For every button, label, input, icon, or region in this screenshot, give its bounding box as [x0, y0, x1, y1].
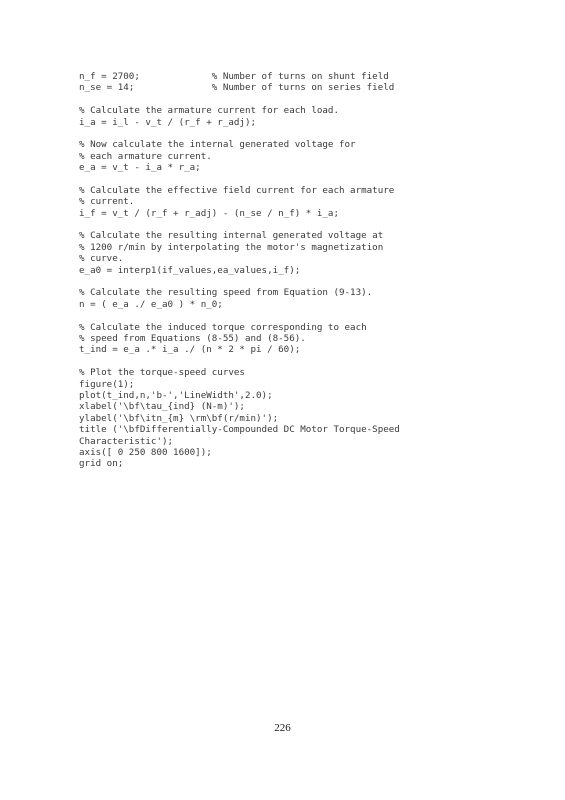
code-line: i_f = v_t / (r_f + r_adj) - (n_se / n_f) * i_a;	[79, 207, 339, 219]
blank-line	[79, 94, 499, 105]
code-line: e_a = v_t - i_a * r_a;	[79, 162, 201, 174]
code-line: ylabel('\bf\itn_{m} \rm\bf(r/min)');	[79, 412, 279, 424]
code-line: % Calculate the resulting speed from Equation (9-13).	[79, 287, 373, 299]
blank-line	[79, 356, 499, 367]
page-number: 226	[274, 722, 291, 734]
code-line: plot(t_ind,n,'b-','LineWidth',2.0);	[79, 389, 273, 401]
code-line: % 1200 r/min by interpolating the motor's magnetization	[79, 241, 384, 253]
blank-line	[79, 276, 499, 287]
code-line: n_se = 14; % Number of turns on series field	[79, 82, 395, 94]
blank-line	[79, 219, 499, 230]
code-line: e_a0 = interp1(if_values,ea_values,i_f);	[79, 264, 301, 276]
code-line: % Calculate the resulting internal generated voltage at	[79, 230, 384, 242]
code-line: % current.	[79, 196, 135, 208]
code-line: % Calculate the armature current for each load.	[79, 105, 339, 117]
code-line: n_f = 2700; % Number of turns on shunt field	[79, 71, 389, 82]
code-line: % Now calculate the internal generated voltage for	[79, 139, 356, 151]
code-line: figure(1);	[79, 378, 135, 390]
blank-line	[79, 128, 499, 139]
code-line: i_a = i_l - v_t / (r_f + r_adj);	[79, 116, 257, 128]
code-line: n = ( e_a ./ e_a0 ) * n_0;	[79, 298, 223, 310]
matlab-code-listing	[79, 71, 499, 470]
code-line: % curve.	[79, 253, 124, 265]
code-line: % Plot the torque-speed curves	[79, 367, 245, 379]
code-line: % Calculate the induced torque corresponding to each	[79, 321, 367, 333]
blank-line	[79, 174, 499, 185]
code-line: axis([ 0 250 800 1600]);	[79, 446, 212, 458]
code-line: % speed from Equations (8-55) and (8-56).	[79, 332, 306, 344]
blank-line	[79, 310, 499, 321]
code-line: xlabel('\bf\tau_{ind} (N-m)');	[79, 401, 245, 413]
code-line: t_ind = e_a .* i_a ./ (n * 2 * pi / 60);	[79, 344, 301, 356]
code-line: Characteristic');	[79, 435, 174, 447]
code-line: grid on;	[79, 458, 124, 470]
code-line: title ('\bfDifferentially-Compounded DC Motor Torque-Speed	[79, 424, 400, 436]
code-line: % Calculate the effective field current for each armature	[79, 184, 395, 196]
code-line: % each armature current.	[79, 150, 212, 162]
